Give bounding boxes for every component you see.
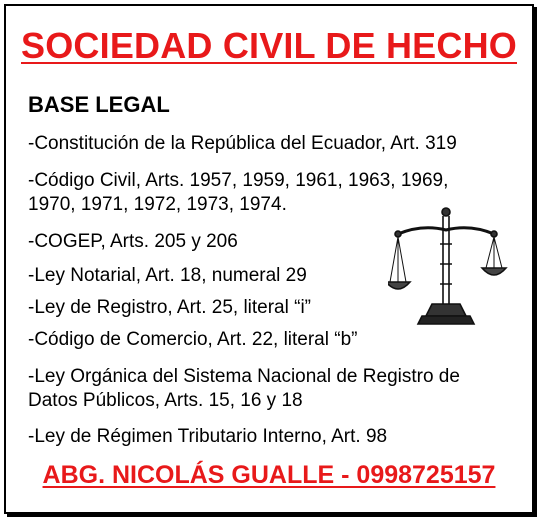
legal-item: -Ley de Registro, Art. 25, literal “i”	[28, 297, 311, 318]
legal-item: -Constitución de la República del Ecuador, Art. 319	[28, 133, 457, 154]
scales-of-justice-icon	[388, 204, 510, 334]
legal-item: -Ley de Régimen Tributario Interno, Art. 98	[28, 426, 388, 447]
legal-item: -Ley Orgánica del Sistema Nacional de Registro de	[28, 366, 460, 387]
legal-item: Datos Públicos, Arts. 15, 16 y 18	[28, 390, 303, 411]
legal-item: 1970, 1971, 1972, 1973, 1974.	[28, 194, 287, 215]
legal-item: -Código Civil, Arts. 1957, 1959, 1961, 1963, 1969,	[28, 170, 449, 191]
document-frame	[4, 4, 534, 514]
legal-item: -Ley Notarial, Art. 18, numeral 29	[28, 265, 307, 286]
legal-item: -Código de Comercio, Art. 22, literal “b”	[28, 329, 358, 350]
section-heading: BASE LEGAL	[28, 92, 170, 117]
document-title: SOCIEDAD CIVIL DE HECHO	[21, 25, 517, 66]
legal-item: -COGEP, Arts. 205 y 206	[28, 231, 238, 252]
contact-footer: ABG. NICOLÁS GUALLE - 0998725157	[42, 461, 496, 489]
